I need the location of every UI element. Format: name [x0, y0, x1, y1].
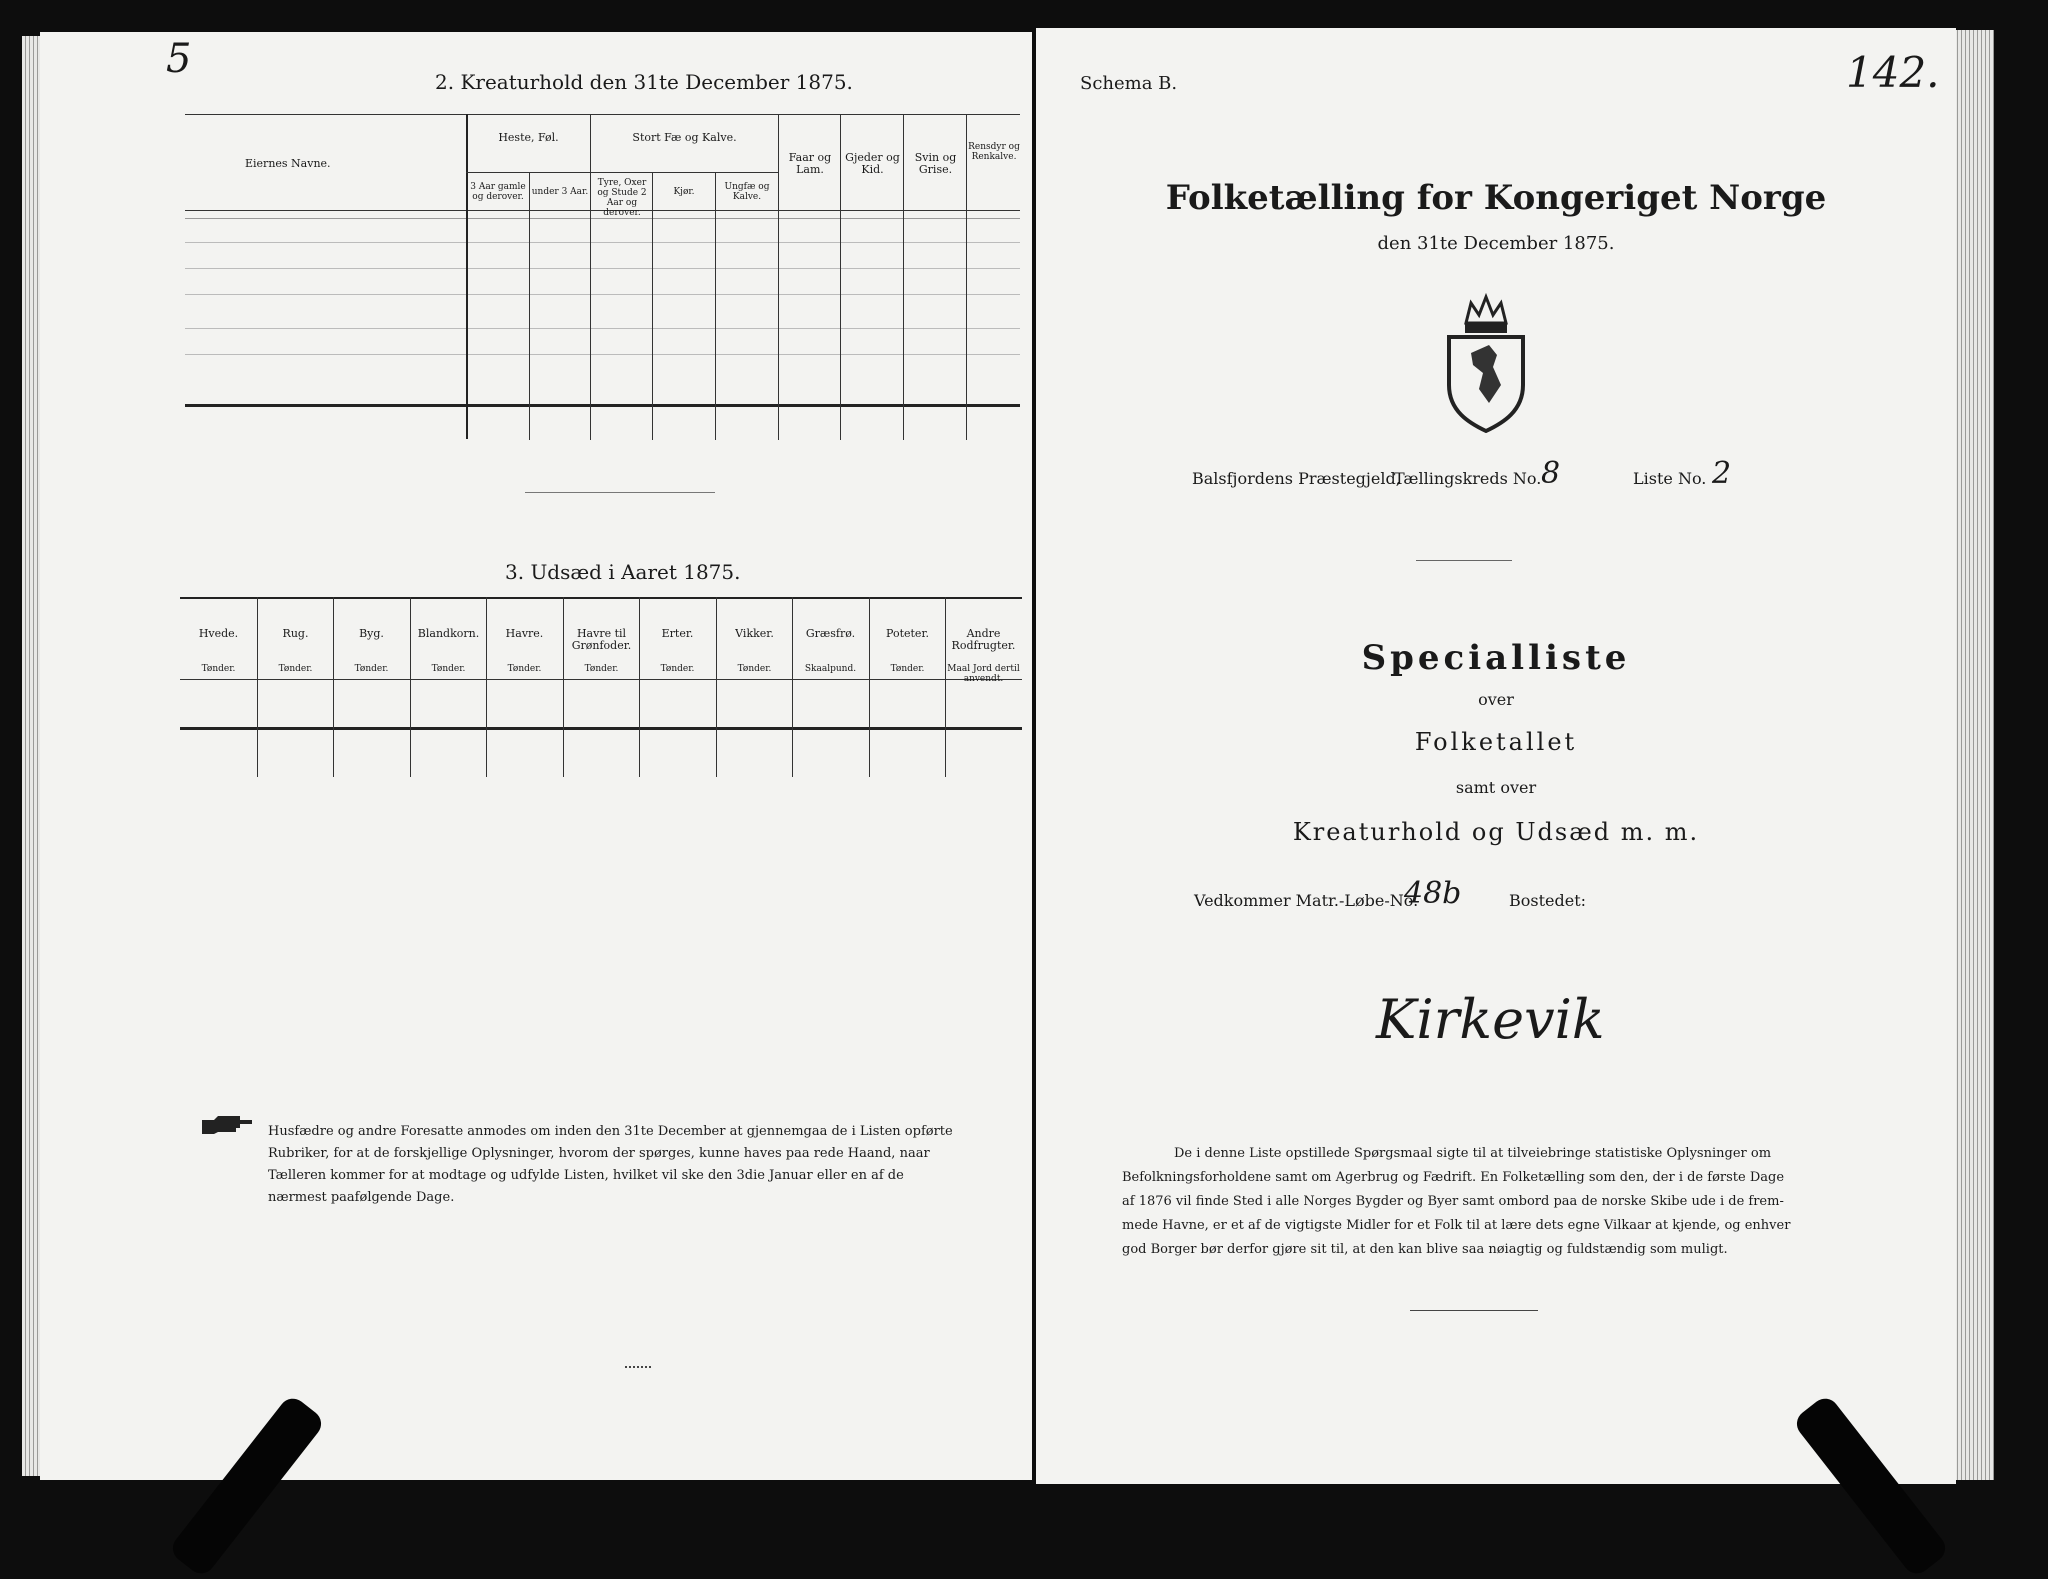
footer-line: god Borger bør derfor gjøre sit til, at den kan blive saa nøiagtig og fuldstændig som muligt. — [1122, 1242, 1728, 1257]
footer-line: Befolkningsforholdene samt om Agerbrug og Fædrift. En Folketælling som den, der i de første Dage — [1122, 1170, 1785, 1185]
s3-bottom-line — [180, 727, 1022, 730]
page-number: 142. — [1846, 48, 1940, 97]
matr-label: Vedkommer Matr.-Løbe-No. — [1194, 891, 1419, 910]
s3-col-name: Erter. — [661, 627, 694, 640]
matr-value: 48b — [1404, 876, 1462, 911]
col-faar: Faar og Lam. — [788, 151, 832, 176]
notice-line: Husfædre og andre Foresatte anmodes om inden den 31te December at gjennemgaa de i Listen opførte — [268, 1124, 953, 1139]
district-value: 8 — [1541, 456, 1561, 491]
s3-col-unit: Tønder. — [278, 664, 313, 674]
s3-col-name: Andre Rodfrugter. — [951, 627, 1016, 652]
right-page-edge — [1954, 30, 1994, 1480]
s3-col-unit: Tønder. — [507, 664, 542, 674]
margin-mark: 5 — [166, 36, 192, 82]
s3-col-unit: Tønder. — [354, 664, 389, 674]
s3-col-name: Græsfrø. — [805, 627, 856, 640]
s3-col-name: Rug. — [282, 627, 309, 640]
s3-col-name: Hvede. — [198, 627, 239, 640]
bostedet-label: Bostedet: — [1509, 891, 1587, 910]
district-label: Tællingskreds No. — [1394, 469, 1542, 488]
col-kjor: Kjør. — [673, 187, 695, 197]
s3-top-line — [180, 597, 1022, 599]
end-line — [1410, 1310, 1538, 1311]
left-page — [40, 32, 1032, 1480]
notice-line: nærmest paafølgende Dage. — [268, 1190, 455, 1205]
kreaturhold-text: Kreaturhold og Udsæd m. m. — [1292, 818, 1700, 846]
section3-title: 3. Udsæd i Aaret 1875. — [505, 560, 741, 584]
parish-label: Balsfjordens Præstegjeld, — [1192, 469, 1401, 488]
folketallet-text: Folketallet — [1414, 728, 1578, 756]
s3-header-line — [180, 679, 1022, 680]
footer-line: De i denne Liste opstillede Spørgsmaal sigte til at tilveiebringe statistiske Oplysninger om — [1174, 1146, 1772, 1161]
bostedet-value: Kirkevik — [1376, 988, 1605, 1051]
s3-col-name: Havre. — [505, 627, 544, 640]
s3-col-name: Blandkorn. — [417, 627, 480, 640]
section2-title: 2. Kreaturhold den 31te December 1875. — [435, 70, 853, 94]
s3-col-name: Vikker. — [735, 627, 774, 640]
col-rensdyr: Rensdyr og Renkalve. — [968, 142, 1020, 162]
col-tyre: Tyre, Oxer og Stude 2 Aar og derover. — [597, 178, 647, 218]
separator — [525, 492, 715, 493]
s2-top-line — [185, 114, 1020, 115]
bottom-mark — [625, 1366, 651, 1368]
owner-col-header: Eiernes Navne. — [245, 157, 331, 170]
s3-col-name: Poteter. — [886, 627, 929, 640]
census-date: den 31te December 1875. — [1377, 233, 1615, 254]
s3-col-unit: Tønder. — [890, 664, 925, 674]
s3-col-unit: Skaalpund. — [804, 664, 857, 674]
s3-col-unit: Tønder. — [660, 664, 695, 674]
col-ungfae: Ungfæ og Kalve. — [724, 182, 770, 202]
s2-bottom-line — [185, 404, 1020, 407]
right-page — [1036, 28, 1956, 1484]
census-title: Folketælling for Kongeriget Norge — [1165, 178, 1827, 218]
s3-col-unit: Tønder. — [431, 664, 466, 674]
footer-line: mede Havne, er et af de vigtigste Midler for et Folk til at lære dets egne Vilkaar at kjende, og enhver — [1122, 1218, 1791, 1233]
s3-col-name: Havre til Grønfoder. — [571, 627, 632, 652]
group-heste: Heste, Føl. — [498, 131, 559, 144]
s3-col-unit: Maal Jord dertil anvendt. — [947, 664, 1020, 684]
s3-col-unit: Tønder. — [584, 664, 619, 674]
notice-line: Rubriker, for at de forskjellige Oplysninger, hvorom der spørges, kunne haves paa rede Haand, naar — [268, 1146, 930, 1161]
samt-over-text: samt over — [1455, 778, 1537, 797]
separator — [1416, 560, 1512, 561]
col-under3: under 3 Aar. — [531, 187, 589, 197]
col-svin: Svin og Grise. — [914, 151, 957, 176]
footer-line: af 1876 vil finde Sted i alle Norges Bygder og Byer samt ombord paa de norske Skibe ude i de frem- — [1122, 1194, 1784, 1209]
pointing-hand-icon — [200, 1114, 254, 1136]
col-3aar: 3 Aar gamle og derover. — [470, 182, 526, 202]
list-label: Liste No. — [1633, 469, 1707, 488]
notice-line: Tælleren kommer for at modtage og udfylde Listen, hvilket vil ske den 3die Januar eller en af de — [268, 1168, 904, 1183]
specialliste-title: Specialliste — [1361, 638, 1631, 678]
norway-coat-of-arms — [1441, 293, 1531, 433]
group-stort-fae: Stort Fæ og Kalve. — [632, 131, 737, 144]
s3-col-unit: Tønder. — [201, 664, 236, 674]
over-text: over — [1478, 690, 1514, 709]
s3-col-name: Byg. — [359, 627, 384, 640]
s3-col-unit: Tønder. — [737, 664, 772, 674]
schema-label: Schema B. — [1080, 73, 1178, 94]
col-gjeder: Gjeder og Kid. — [845, 151, 900, 176]
list-value: 2 — [1712, 456, 1732, 491]
